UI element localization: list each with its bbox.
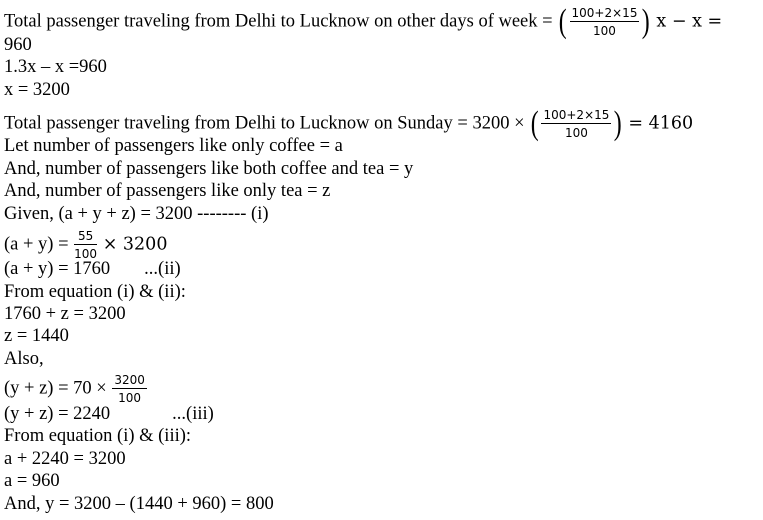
line-13: 1760 + z = 3200 <box>4 304 126 324</box>
line-1-tail: x − x = <box>656 11 723 32</box>
line-1-text: Total passenger traveling from Delhi to Lucknow on other days of week = <box>4 11 553 32</box>
fraction-1-denominator: 100 <box>593 24 616 38</box>
line-1 <box>4 5 722 39</box>
line-17-text: (y + z) = 2240 <box>4 404 111 424</box>
line-5-text: Total passenger traveling from Delhi to Lucknow on Sunday = 3200 × <box>4 113 525 134</box>
line-5-tail: = 4160 <box>628 113 694 134</box>
line-11-text: (a + y) = 1760 <box>4 259 111 279</box>
line-16 <box>4 373 148 405</box>
line-9: Given, (a + y + z) = 3200 -------- (i) <box>4 204 269 224</box>
line-4: x = 3200 <box>4 80 70 100</box>
line-2: 960 <box>4 35 32 55</box>
fraction-4-numerator: 3200 <box>114 373 145 387</box>
fraction-1 <box>570 6 640 38</box>
fraction-3 <box>74 229 97 261</box>
line-7: And, number of passengers like both coffee and tea = y <box>4 159 414 179</box>
fraction-3-denominator: 100 <box>74 247 98 261</box>
line-21: And, y = 3200 – (1440 + 960) = 800 <box>4 494 274 514</box>
fraction-2-numerator: 100+2×15 <box>543 108 610 122</box>
line-20: a = 960 <box>4 471 60 491</box>
fraction-4 <box>112 373 147 405</box>
line-10 <box>4 229 167 261</box>
fraction-4-denominator: 100 <box>118 391 142 405</box>
right-paren: ) <box>642 3 651 40</box>
fraction-3-numerator: 55 <box>74 229 97 245</box>
line-10-text: (a + y) = <box>4 234 69 255</box>
line-8: And, number of passengers like only tea = z <box>4 181 331 201</box>
line-16-text: (y + z) = 70 × <box>4 378 107 399</box>
fraction-2-denominator: 100 <box>564 126 588 140</box>
line-14: z = 1440 <box>4 326 69 346</box>
fraction-1-numerator: 100+2×15 <box>571 6 638 20</box>
line-15: Also, <box>4 349 44 369</box>
line-3: 1.3x – x =960 <box>4 57 107 77</box>
line-11-ref: ...(ii) <box>144 259 181 279</box>
fraction-2 <box>541 108 611 140</box>
line-19: a + 2240 = 3200 <box>4 449 126 469</box>
left-paren: ( <box>530 105 539 142</box>
line-18: From equation (i) & (iii): <box>4 426 192 446</box>
line-17-ref: ...(iii) <box>172 404 214 424</box>
line-17 <box>4 403 214 425</box>
right-paren: ) <box>614 105 623 142</box>
line-10-tail: × 3200 <box>102 234 168 255</box>
left-paren: ( <box>558 3 567 40</box>
line-12: From equation (i) & (ii): <box>4 282 186 302</box>
line-6: Let number of passengers like only coffee = a <box>4 136 343 156</box>
line-11 <box>4 258 181 280</box>
